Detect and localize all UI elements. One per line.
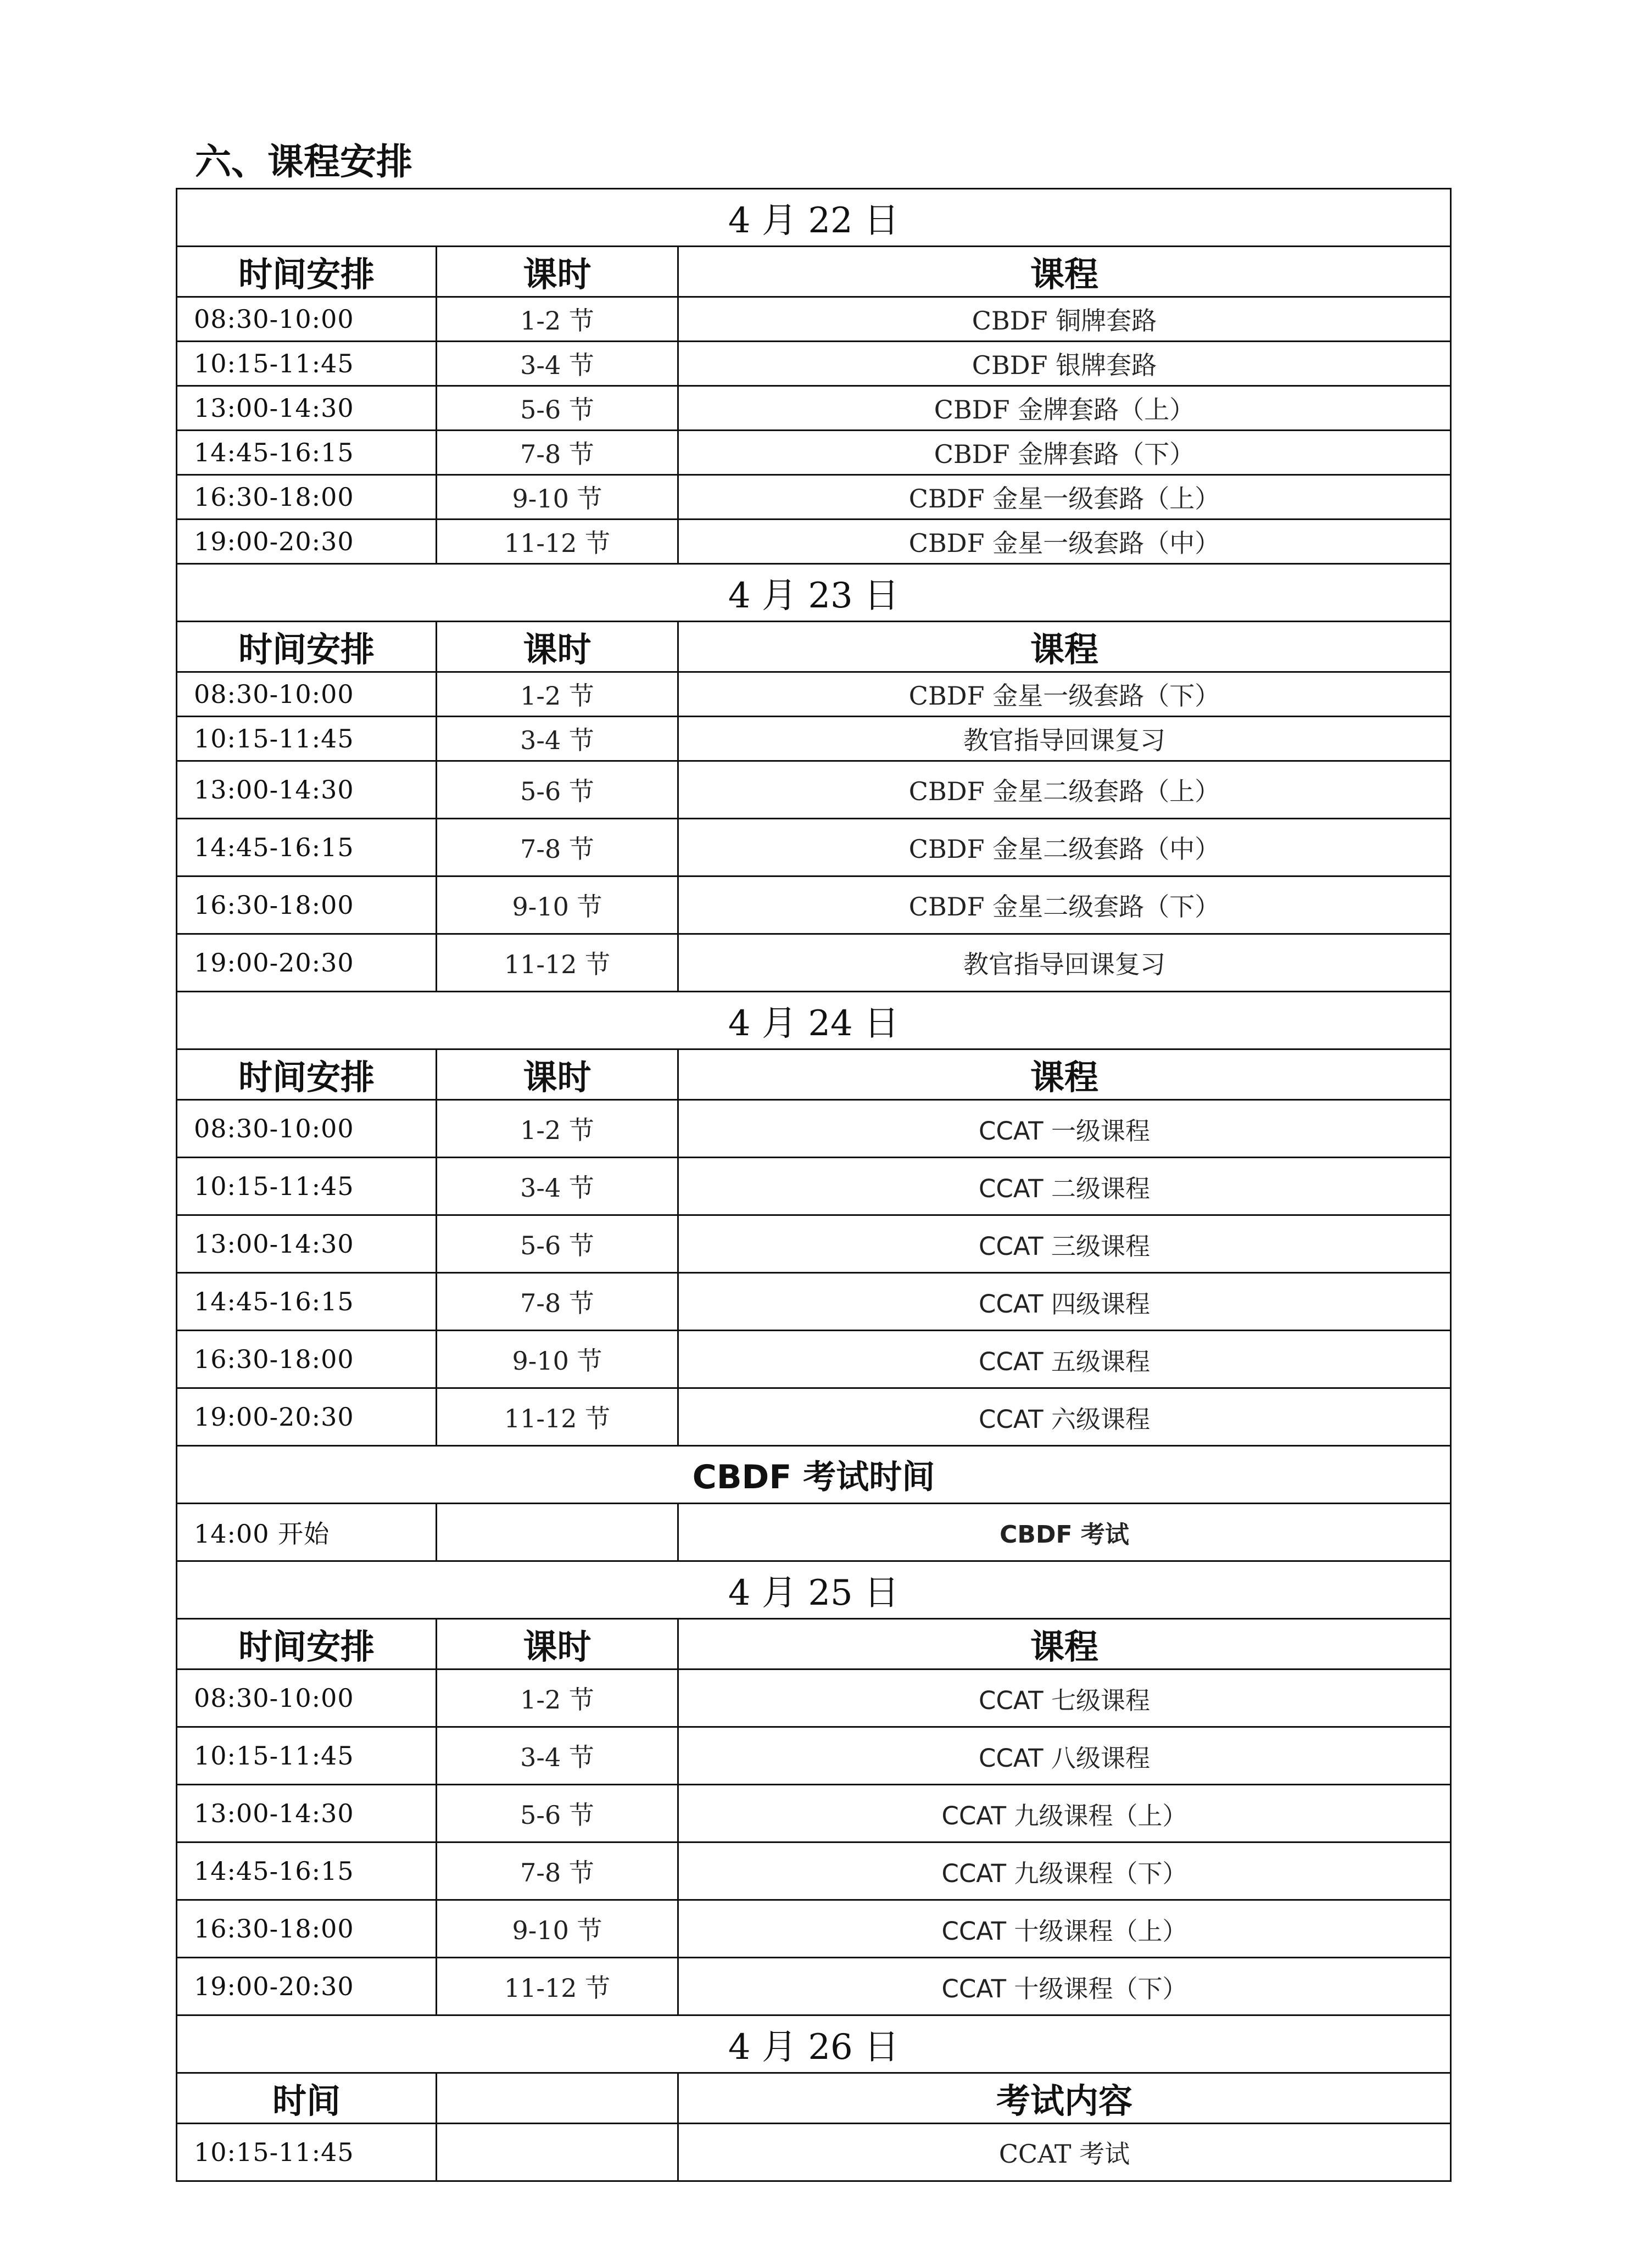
table-row [177,1273,1451,1331]
table-row [177,297,1451,342]
session-period: 1-2 节 [437,297,678,342]
column-header-row [177,2073,1451,2124]
column-header-row [177,1049,1451,1100]
session-period: 5-6 节 [437,761,678,819]
session-period: 3-4 节 [437,342,678,386]
table-row [177,672,1451,717]
header-period: 课时 [437,247,678,297]
table-row [177,1958,1451,2015]
session-time: 16:30-18:00 [177,876,437,934]
session-period: 3-4 节 [437,717,678,761]
day-date-row [177,564,1451,622]
session-course: CBDF 铜牌套路 [678,297,1451,342]
header-period [437,2073,678,2124]
table-row [177,1100,1451,1158]
session-period: 9-10 节 [437,475,678,520]
session-time: 13:00-14:30 [177,1215,437,1273]
ccat-exam-period [437,2124,678,2181]
table-row [177,876,1451,934]
session-time: 13:00-14:30 [177,386,437,431]
session-period: 1-2 节 [437,1100,678,1158]
session-period: 1-2 节 [437,672,678,717]
session-course: CCAT 十级课程（下） [678,1958,1451,2015]
column-header-row [177,1619,1451,1669]
header-time: 时间安排 [177,247,437,297]
cbdf-exam-content: CBDF 考试 [678,1504,1451,1561]
table-row [177,1388,1451,1446]
table-row [177,431,1451,475]
session-time: 14:45-16:15 [177,1842,437,1900]
session-time: 10:15-11:45 [177,342,437,386]
session-time: 10:15-11:45 [177,717,437,761]
header-period: 课时 [437,622,678,672]
column-header-row [177,247,1451,297]
session-period: 9-10 节 [437,1900,678,1958]
session-course: CBDF 金牌套路（下） [678,431,1451,475]
day-date: 4 月 24 日 [177,992,1451,1049]
session-period: 9-10 节 [437,876,678,934]
session-course: 教官指导回课复习 [678,717,1451,761]
session-time: 19:00-20:30 [177,1958,437,2015]
header-time: 时间安排 [177,1049,437,1100]
day-date: 4 月 23 日 [177,564,1451,622]
session-period: 3-4 节 [437,1158,678,1215]
session-time: 16:30-18:00 [177,1331,437,1388]
course-schedule-table [176,188,1452,2182]
day-date: 4 月 25 日 [177,1561,1451,1619]
table-row [177,1215,1451,1273]
session-time: 13:00-14:30 [177,761,437,819]
session-period: 11-12 节 [437,934,678,992]
session-time: 08:30-10:00 [177,1669,437,1727]
session-course: CBDF 金星一级套路（上） [678,475,1451,520]
session-course: CBDF 金星一级套路（中） [678,520,1451,564]
header-course: 课程 [678,1049,1451,1100]
session-period: 7-8 节 [437,819,678,876]
session-period: 5-6 节 [437,386,678,431]
session-course: CBDF 金星一级套路（下） [678,672,1451,717]
table-row [177,761,1451,819]
table-row [177,717,1451,761]
table-row [177,1669,1451,1727]
session-course: CCAT 一级课程 [678,1100,1451,1158]
table-row [177,934,1451,992]
ccat-exam-row [177,2124,1451,2181]
session-time: 10:15-11:45 [177,1158,437,1215]
session-period: 7-8 节 [437,431,678,475]
day-date: 4 月 26 日 [177,2015,1451,2073]
session-time: 08:30-10:00 [177,1100,437,1158]
ccat-exam-content: CCAT 考试 [678,2124,1451,2181]
session-period: 7-8 节 [437,1842,678,1900]
session-period: 5-6 节 [437,1215,678,1273]
ccat-exam-time: 10:15-11:45 [177,2124,437,2181]
session-course: CCAT 二级课程 [678,1158,1451,1215]
table-row [177,386,1451,431]
header-time: 时间安排 [177,622,437,672]
header-time: 时间安排 [177,1619,437,1669]
session-period: 11-12 节 [437,1958,678,2015]
session-course: CCAT 九级课程（上） [678,1785,1451,1842]
header-course: 课程 [678,247,1451,297]
table-row [177,1900,1451,1958]
session-course: 教官指导回课复习 [678,934,1451,992]
header-exam-content: 考试内容 [678,2073,1451,2124]
cbdf-exam-title-row [177,1446,1451,1504]
session-time: 16:30-18:00 [177,1900,437,1958]
session-course: CBDF 金星二级套路（中） [678,819,1451,876]
session-course: CCAT 七级课程 [678,1669,1451,1727]
table-row [177,819,1451,876]
day-date-row [177,2015,1451,2073]
session-time: 14:45-16:15 [177,1273,437,1331]
header-course: 课程 [678,622,1451,672]
session-time: 10:15-11:45 [177,1727,437,1785]
table-row [177,1727,1451,1785]
header-period: 课时 [437,1049,678,1100]
page-title: 六、课程安排 [195,141,412,183]
session-course: CBDF 金星二级套路（下） [678,876,1451,934]
session-period: 9-10 节 [437,1331,678,1388]
day-date: 4 月 22 日 [177,189,1451,247]
day-date-row [177,189,1451,247]
session-course: CCAT 六级课程 [678,1388,1451,1446]
header-time: 时间 [177,2073,437,2124]
session-time: 08:30-10:00 [177,297,437,342]
table-row [177,475,1451,520]
table-row [177,1331,1451,1388]
session-period: 7-8 节 [437,1273,678,1331]
session-time: 14:45-16:15 [177,431,437,475]
session-course: CCAT 三级课程 [678,1215,1451,1273]
session-course: CBDF 银牌套路 [678,342,1451,386]
session-course: CCAT 九级课程（下） [678,1842,1451,1900]
column-header-row [177,622,1451,672]
table-row [177,1785,1451,1842]
cbdf-exam-period [437,1504,678,1561]
session-period: 1-2 节 [437,1669,678,1727]
session-period: 11-12 节 [437,520,678,564]
session-time: 16:30-18:00 [177,475,437,520]
session-course: CBDF 金星二级套路（上） [678,761,1451,819]
session-time: 14:45-16:15 [177,819,437,876]
session-time: 19:00-20:30 [177,520,437,564]
session-time: 19:00-20:30 [177,934,437,992]
header-period: 课时 [437,1619,678,1669]
cbdf-exam-title: CBDF 考试时间 [177,1446,1451,1504]
session-time: 13:00-14:30 [177,1785,437,1842]
session-course: CCAT 五级课程 [678,1331,1451,1388]
session-time: 19:00-20:30 [177,1388,437,1446]
session-course: CCAT 八级课程 [678,1727,1451,1785]
table-row [177,520,1451,564]
day-date-row [177,992,1451,1049]
table-row [177,1842,1451,1900]
session-period: 5-6 节 [437,1785,678,1842]
cbdf-exam-row [177,1504,1451,1561]
session-period: 3-4 节 [437,1727,678,1785]
session-time: 08:30-10:00 [177,672,437,717]
session-period: 11-12 节 [437,1388,678,1446]
day-date-row [177,1561,1451,1619]
session-course: CBDF 金牌套路（上） [678,386,1451,431]
session-course: CCAT 四级课程 [678,1273,1451,1331]
header-course: 课程 [678,1619,1451,1669]
cbdf-exam-time: 14:00 开始 [177,1504,437,1561]
session-course: CCAT 十级课程（上） [678,1900,1451,1958]
table-row [177,342,1451,386]
table-row [177,1158,1451,1215]
